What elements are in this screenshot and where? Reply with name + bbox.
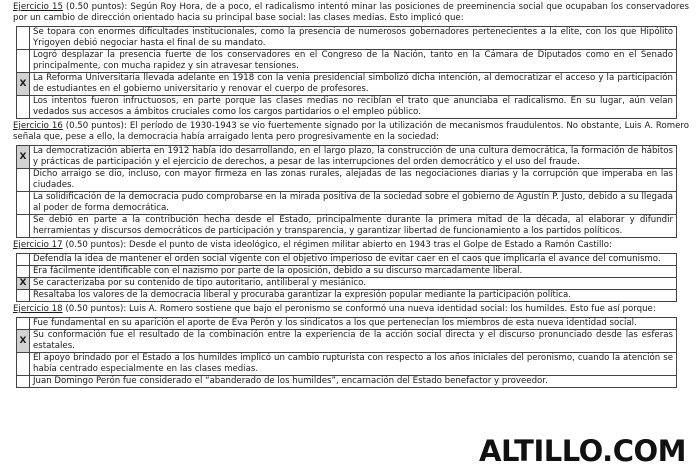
- answer-mark[interactable]: [17, 50, 30, 73]
- option-row[interactable]: [17, 27, 677, 50]
- option-text: Resaltaba los valores de la democracia liberal y procuraba garantizar la expresión popular mediante la participación política.: [30, 290, 677, 302]
- option-row[interactable]: [17, 96, 677, 119]
- answer-mark-selected[interactable]: X: [17, 278, 30, 290]
- option-text: La solidificación de la democracia pudo comprobarse en la mirada positiva de la sociedad sobre el gobierno de Agustín P. Justo, debido a su llegada al poder de forma democrática.: [30, 192, 677, 215]
- answer-mark[interactable]: [17, 169, 30, 192]
- exam-page: [13, 2, 689, 390]
- exercise-16-text: (0.50 puntos): El período de 1930-1943 se vio fuertemente signado por la utilización de mecanismos fraudulentos. No obstante, Luis A. Romero señala que, pese a ello, la democracia había arraigado lenta pero progresivamente en la sociedad:: [13, 121, 689, 142]
- option-row[interactable]: [17, 50, 677, 73]
- exercise-17-options: [16, 253, 677, 302]
- exercise-16-label: Ejercicio 16: [13, 121, 63, 131]
- option-text: El apoyo brindado por el Estado a los humildes implicó un cambio rupturista con respecto a los años iniciales del peronismo, cuando la atención se había centrado especialmente en las clases medias.: [30, 353, 677, 376]
- option-row[interactable]: [17, 254, 677, 266]
- answer-mark[interactable]: [17, 215, 30, 238]
- option-row[interactable]: [17, 353, 677, 376]
- exercise-18-statement: [13, 304, 689, 315]
- option-text: Defendía la idea de mantener el orden social vigente con el objetivo imperioso de evitar caer en el caos que implicaría el avance del comunismo.: [30, 254, 677, 266]
- exercise-15-options: [16, 26, 677, 119]
- answer-mark[interactable]: [17, 27, 30, 50]
- exercise-18-options: [16, 317, 677, 388]
- answer-mark[interactable]: [17, 192, 30, 215]
- option-text: Los intentos fueron infructuosos, en parte porque las clases medias no recibían el trato que anunciaba el radicalismo. En su lugar, aún veían vedados sus accesos a ámbitos cruciales como los cargos partidarios o el empleo público.: [30, 96, 677, 119]
- option-row[interactable]: [17, 290, 677, 302]
- option-text: Fue fundamental en su aparición el aporte de Eva Perón y los sindicatos a los que pertenecían los miembros de esta nueva identidad social.: [30, 318, 677, 330]
- exercise-17-label: Ejercicio 17: [13, 240, 63, 250]
- answer-mark[interactable]: [17, 266, 30, 278]
- exercise-15-text: (0.50 puntos): Según Roy Hora, de a poco, el radicalismo intentó minar las posiciones de preeminencia social que ocupaban los conservadores por un cambio de dirección orientado hacia su principal base social: las clases medias. Esto implicó que:: [13, 2, 689, 23]
- answer-mark[interactable]: [17, 290, 30, 302]
- answer-mark[interactable]: [17, 318, 30, 330]
- answer-mark-selected[interactable]: X: [17, 73, 30, 96]
- option-row[interactable]: [17, 215, 677, 238]
- option-text: La Reforma Universitaria llevada adelante en 1918 con la venia presidencial simbolizó dicha intención, al democratizar el acceso y la participación de estudiantes en el gobierno universitario y renovar el cuerpo de profesores.: [30, 73, 677, 96]
- option-row[interactable]: [17, 146, 677, 169]
- answer-mark[interactable]: [17, 254, 30, 266]
- option-text: Su conformación fue el resultado de la combinación entre la experiencia de la acción social directa y el discurso pronunciado desde las esferas estatales.: [30, 330, 677, 353]
- option-text: Logró desplazar la presencia fuerte de los conservadores en el Congreso de la Nación, tanto en la Cámara de Diputados como en el Senado principalmente, con mucha rapidez y sin atravesar tensiones.: [30, 50, 677, 73]
- exercise-16-statement: [13, 121, 689, 143]
- option-row[interactable]: [17, 318, 677, 330]
- answer-mark-selected[interactable]: X: [17, 146, 30, 169]
- exercise-18-label: Ejercicio 18: [13, 304, 63, 314]
- answer-mark[interactable]: [17, 376, 30, 388]
- exercise-15-statement: [13, 2, 689, 24]
- option-text: Se caracterizaba por su contenido de tipo autoritario, antiliberal y mesiánico.: [30, 278, 677, 290]
- answer-mark[interactable]: [17, 96, 30, 119]
- option-text: Se debió en parte a la contribución hecha desde el Estado, principalmente durante la primera mitad de la década, al elaborar y difundir herramientas y discursos democráticos de participación y transparencia, y garantizar libertad de funcionamiento a los partidos políticos.: [30, 215, 677, 238]
- option-text: La democratización abierta en 1912 había ido desarrollando, en el largo plazo, la construcción de una cultura democrática, la formación de hábitos y prácticas de participación y el ejercicio de derechos, a pesar de las interrupciones del orden democrático y el uso del fraude.: [30, 146, 677, 169]
- option-row[interactable]: [17, 278, 677, 290]
- exercise-15-label: Ejercicio 15: [13, 2, 63, 12]
- exercise-17-text: (0.50 puntos): Desde el punto de vista ideológico, el régimen militar abierto en 1943 tras el Golpe de Estado a Ramón Castillo:: [62, 240, 612, 250]
- answer-mark[interactable]: [17, 353, 30, 376]
- exercise-18-text: (0.50 puntos): Luis A. Romero sostiene que bajo el peronismo se conformó una nueva identidad social: los humildes. Esto fue así porque:: [62, 304, 656, 314]
- option-row[interactable]: [17, 192, 677, 215]
- option-row[interactable]: [17, 376, 677, 388]
- answer-mark-selected[interactable]: X: [17, 330, 30, 353]
- exercise-16-options: [16, 145, 677, 238]
- option-text: Se topara con enormes dificultades institucionales, como la presencia de numerosos gobernadores pertenecientes a la elite, con los que Hipólito Yrigoyen debió negociar hasta el final de su mandato.: [30, 27, 677, 50]
- option-text: Juan Domingo Perón fue considerado el “abanderado de los humildes”, encarnación del Estado benefactor y proveedor.: [30, 376, 677, 388]
- option-row[interactable]: [17, 169, 677, 192]
- exercise-17-statement: [13, 240, 689, 251]
- option-row[interactable]: [17, 330, 677, 353]
- altillo-logo: ALTILLO.COM: [479, 434, 686, 468]
- option-row[interactable]: [17, 73, 677, 96]
- option-text: Era fácilmente identificable con el nazismo por parte de la oposición, debido a su discurso marcadamente liberal.: [30, 266, 677, 278]
- option-row[interactable]: [17, 266, 677, 278]
- option-text: Dicho arraigo se dio, incluso, con mayor firmeza en las zonas rurales, alejadas de las negociaciones diarias y la corrupción que imperaba en las ciudades.: [30, 169, 677, 192]
